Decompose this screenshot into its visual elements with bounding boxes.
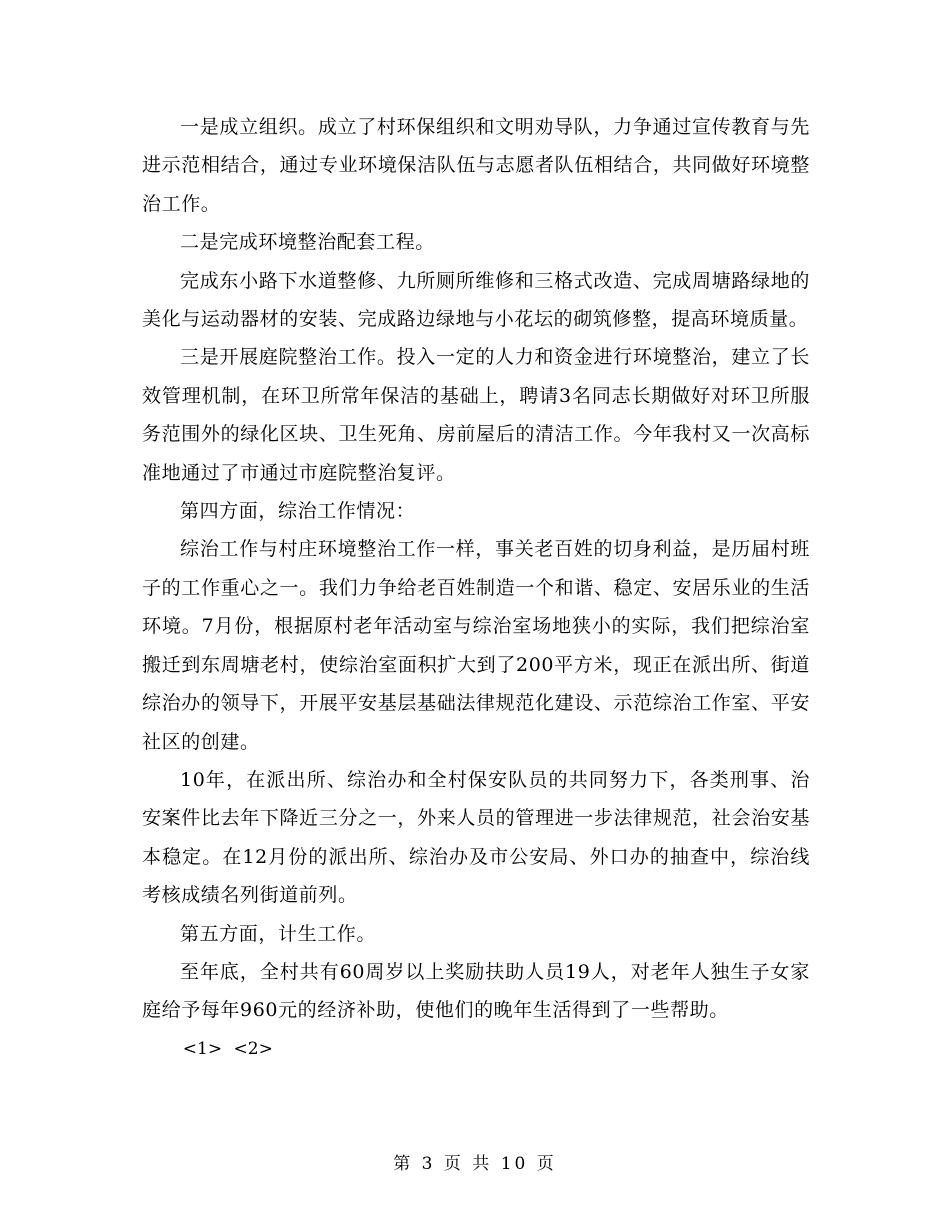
page-links	[142, 1030, 810, 1068]
paragraph-supporting-projects-heading: 二是完成环境整治配套工程。	[180, 231, 435, 254]
paragraph-family-planning: 至年底，全村共有60周岁以上奖励扶助人员19人，对老年人独生子女家庭给予每年960元的经济补助，使他们的晚年生活得到了一些帮助。	[142, 960, 810, 1022]
paragraph-organization: 一是成立组织。成立了村环保组织和文明劝导队，力争通过宣传教育与先进示范相结合，通过专业环境保洁队伍与志愿者队伍相结合，共同做好环境整治工作。	[142, 116, 810, 215]
page-footer: 第 3 页 共 10 页	[393, 1154, 557, 1174]
page-link-2[interactable]: <2>	[233, 1038, 273, 1059]
paragraph-courtyard-renovation: 三是开展庭院整治工作。投入一定的人力和资金进行环境整治，建立了长效管理机制，在环卫所常年保洁的基础上，聘请3名同志长期做好对环卫所服务范围外的绿化区块、卫生死角、房前屋后的清洁工作。今年我村又一次高标准地通过了市通过市庭院整治复评。	[142, 346, 810, 484]
paragraph-comprehensive-governance: 综治工作与村庄环境整治工作一样，事关老百姓的切身利益，是历届村班子的工作重心之一。我们力争给老百姓制造一个和谐、稳定、安居乐业的生活环境。7月份，根据原村老年活动室与综治室场地狭小的实际，我们把综治室搬迁到东周塘老村，使综治室面积扩大到了200平方米，现正在派出所、街道综治办的领导下，开展平安基层基础法律规范化建设、示范综治工作室、平安社区的创建。	[142, 538, 810, 753]
paragraph-section-four-heading: 第四方面，综治工作情况：	[180, 500, 416, 523]
paragraph-supporting-projects: 完成东小路下水道整修、九所厕所维修和三格式改造、完成周塘路绿地的美化与运动器材的安装、完成路边绿地与小花坛的砌筑修整，提高环境质量。	[142, 269, 810, 331]
paragraph-public-security-results: 10年，在派出所、综治办和全村保安队员的共同努力下，各类刑事、治安案件比去年下降近三分之一，外来人员的管理进一步法律规范，社会治安基本稳定。在12月份的派出所、综治办及市公安局、外口办的抽查中，综治线考核成绩名列街道前列。	[142, 768, 810, 907]
page-link-1[interactable]: <1>	[182, 1038, 223, 1059]
paragraph-section-five-heading: 第五方面，计生工作。	[180, 922, 377, 945]
document-body	[142, 108, 810, 1068]
